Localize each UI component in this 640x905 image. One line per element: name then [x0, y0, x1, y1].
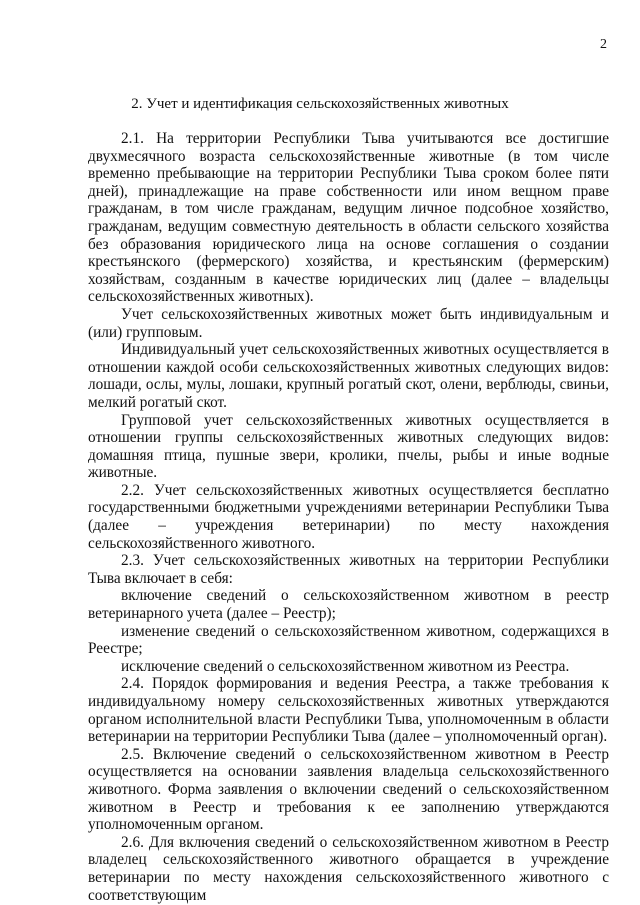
paragraph: 2.3. Учет сельскохозяйственных животных на территории Республики Тыва включает в себя:: [88, 552, 609, 587]
paragraph: 2.1. На территории Республики Тыва учитываются все достигшие двухмесячного возраста сельскохозяйственные животные (в том числе временно пребывающие на территории Республики Тыва сроком более пяти дней), принадлежащие на праве собственности или ином вещном праве гражданам, в том числе гражданам, ведущим личное подсобное хозяйство, гражданам, ведущим совместную деятельность в области сельского хозяйства без образования юридического лица на основе соглашения о создании крестьянского (фермерского) хозяйства, и крестьянским (фермерским) хозяйствам, созданным в качестве юридических лиц (далее – владельцы сельскохозяйственных животных).: [88, 130, 609, 306]
paragraph: 2.2. Учет сельскохозяйственных животных осуществляется бесплатно государственными бюджетными учреждениями ветеринарии Республики Тыва (далее – учреждения ветеринарии) по месту нахождения сельскохозяйственного животного.: [88, 481, 609, 552]
paragraph: изменение сведений о сельскохозяйственном животном, содержащихся в Реестре;: [88, 622, 609, 658]
paragraph: Групповой учет сельскохозяйственных животных осуществляется в отношении группы сельскохозяйственных животных следующих видов: домашняя птица, пушные звери, кролики, пчелы, рыбы и иные водные животные.: [88, 411, 609, 482]
section-heading: 2. Учет и идентификация сельскохозяйственных животных: [131, 96, 509, 112]
page-number: 2: [600, 37, 607, 52]
paragraph: 2.5. Включение сведений о сельскохозяйственном животном в Реестр осуществляется на основании заявления владельца сельскохозяйственного животного. Форма заявления о включении сведений о сельскохозяйственном животном в Реестр и требования к ее заполнению утверждаются уполномоченным органом.: [88, 745, 609, 834]
paragraph: включение сведений о сельскохозяйственном животном в реестр ветеринарного учета (далее – Реестр);: [88, 587, 609, 623]
paragraph: исключение сведений о сельскохозяйственном животном из Реестра.: [121, 657, 570, 675]
paragraph: Учет сельскохозяйственных животных может быть индивидуальным и (или) групповым.: [88, 305, 609, 341]
paragraph: 2.4. Порядок формирования и ведения Реестра, а также требования к индивидуальному номеру сельскохозяйственных животных утверждаются органом исполнительной власти Республики Тыва, уполномоченным в области ветеринарии на территории Республики Тыва (далее – уполномоченный орган).: [88, 675, 609, 746]
paragraph: Индивидуальный учет сельскохозяйственных животных осуществляется в отношении каждой особи сельскохозяйственных животных следующих видов: лошади, ослы, мулы, лошаки, крупный рогатый скот, олени, верблюды, свиньи, мелкий рогатый скот.: [88, 341, 609, 411]
document-body: [88, 130, 609, 904]
paragraph: 2.6. Для включения сведений о сельскохозяйственном животном в Реестр владелец сельскохозяйственного животного обращается в учреждение ветеринарии по месту нахождения сельскохозяйственного животного с соответствующим: [88, 833, 609, 904]
